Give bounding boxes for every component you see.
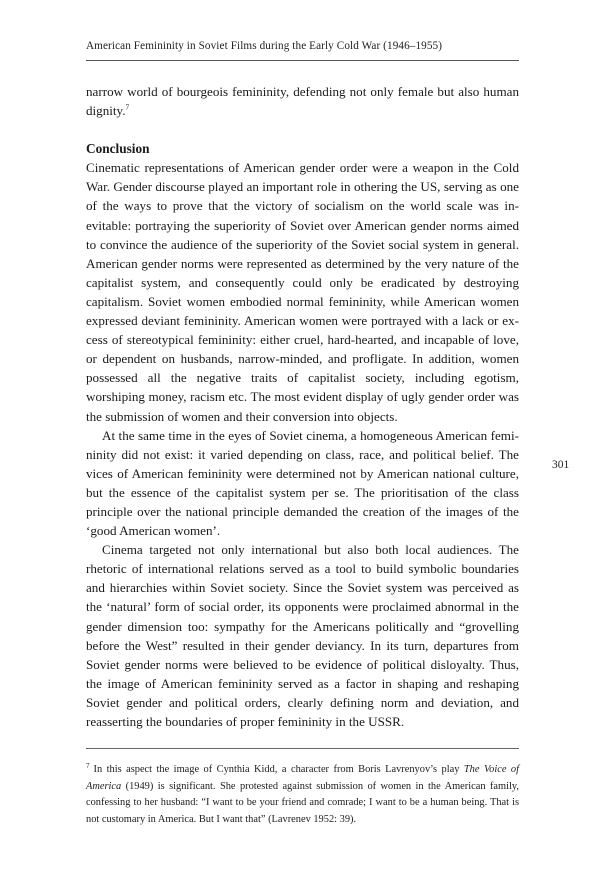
page-number: 301 (552, 459, 570, 471)
body-paragraph-2: At the same time in the eyes of Soviet cinema, a homogeneous American femininity did not exist: it varied depending on class, race, and political belief. The vices of American femininity were determined not by American national culture, but the essence of the capitalist system per se. The prioritisation of the class principle over the national principle demanded the creation of the images of the ‘good American women’. (86, 427, 519, 539)
opening-paragraph (86, 82, 519, 120)
footnote-text-before: In this aspect the image of Cynthia Kidd, a character from Boris Lavrenyov’s play (93, 764, 464, 775)
header-rule (86, 60, 519, 61)
footnote (86, 762, 519, 828)
body-text (86, 82, 519, 731)
opening-text: narrow world of bourgeois femininity, defending not only female but also human dignity. (86, 84, 519, 119)
footnote-number: 7 (86, 761, 90, 770)
body-paragraph-3: Cinema targeted not only international but also both local audiences. The rhetoric of international relations served as a tool to build symbolic boundaries and hierarchies within Soviet society. Since the Soviet system was perceived as the ‘natural’ form of social order, its opponents were proclaimed abnormal in the gender dimension too: sympathy for the Americans politically and “grovelling before the West” resulted in their gender deviancy. In its turn, departures from Soviet gender norms were believed to be evidence of political disloyalty. Thus, the image of American femininity served as a factor in shaping and reshaping Soviet gender and political orders, clearly defining norm and deviation, and reasserting the boundaries of proper femininity in the USSR. (86, 542, 519, 729)
footnote-text-after: (1949) is significant. She protested against submission of women in the American family, confessing to her husband: “I want to be your friend and comrade; I want to be a human being. That is not customary in America. But I want that” (Lavrenev 1952: 39). (86, 780, 519, 825)
footnote-italic-title: The Voice of America (86, 764, 519, 792)
footnote-reference: 7 (125, 102, 130, 112)
footnote-rule (86, 748, 519, 749)
running-head: American Femininity in Soviet Films during the Early Cold War (1946–1955) (86, 40, 443, 52)
body-paragraph-1: Cinematic representations of American gender order were a weapon in the Cold War. Gender discourse played an important role in othering the US, serving as one of the ways to prove that the victory of socialism on the world scale was inevitable: portraying the superiority of Soviet over American gender norms aimed to convince the audience of the superiority of the Soviet social system in general. American gender norms were represented as determined by the very nature of the capitalist system, and consequently could only be eradicated by destroying capitalism. Soviet women embodied normal femininity, while American women expressed deviant femininity. American women were portrayed with a lack or excess of stereotypical femininity: either cruel, hard-hearted, and incapable of love, or dependent on husbands, narrow-minded, and profligate. In addition, women possessed all the negative traits of capitalist society, including egotism, worshiping money, racism etc. The most evident display of ugly gender order was the submission of women and their conversion into objects. (86, 160, 519, 424)
section-heading: Conclusion (86, 141, 150, 157)
